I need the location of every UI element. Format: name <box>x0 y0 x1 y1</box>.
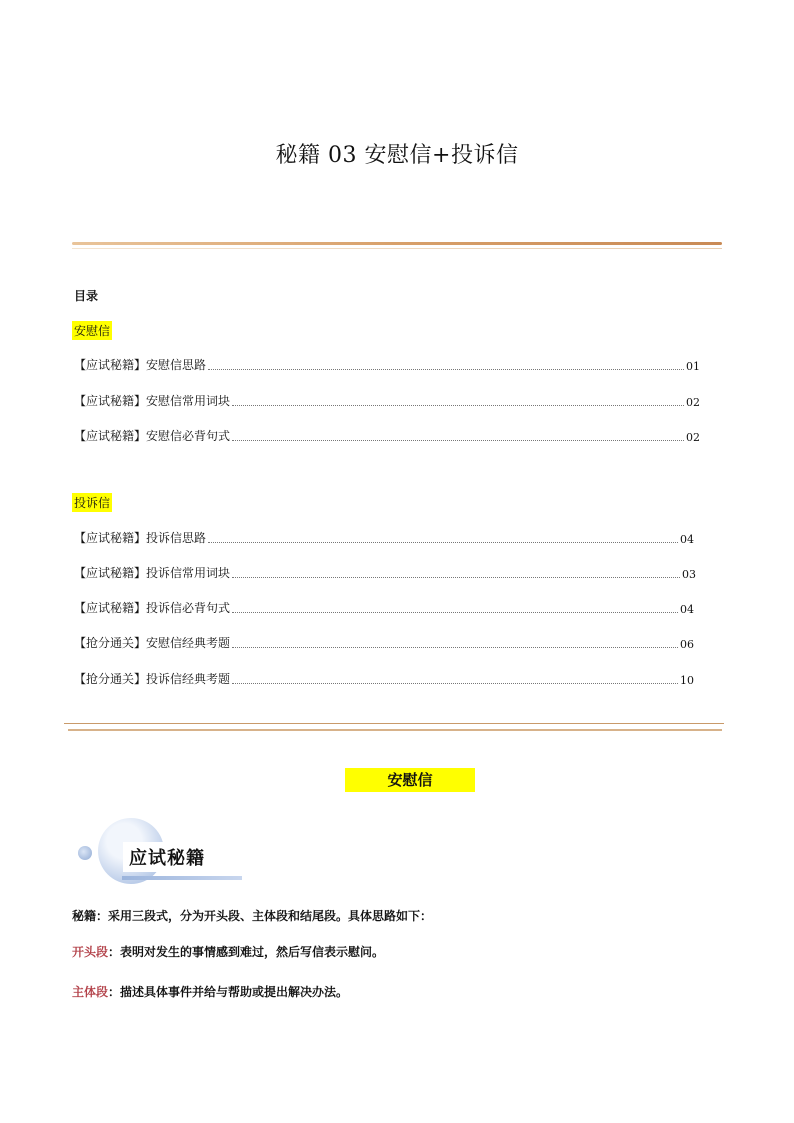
toc-row-page: 10 <box>680 674 694 687</box>
top-divider-shadow <box>72 248 722 249</box>
toc-row-label: 【应试秘籍】投诉信思路 <box>74 531 207 545</box>
toc-row-label: 【应试秘籍】安慰信必背句式 <box>74 429 231 443</box>
toc-row[interactable] <box>74 393 700 409</box>
top-divider <box>72 242 722 245</box>
toc-row-page: 02 <box>686 431 700 444</box>
toc-leader-dots <box>208 542 678 543</box>
toc-section-comfort: 安慰信 <box>72 321 112 340</box>
toc-row-page: 06 <box>680 638 694 651</box>
toc-leader-dots <box>232 612 678 613</box>
toc-leader-dots <box>208 369 684 370</box>
toc-row-label: 【应试秘籍】安慰信思路 <box>74 358 207 372</box>
toc-leader-dots <box>232 647 678 648</box>
badge-label: 应试秘籍 <box>129 848 205 869</box>
intro-paragraph: 秘籍：采用三段式，分为开头段、主体段和结尾段。具体思路如下： <box>72 909 433 923</box>
opening-text: ：表明对发生的事情感到难过，然后写信表示慰问。 <box>108 945 385 959</box>
toc-row-page: 04 <box>680 603 694 616</box>
toc-leader-dots <box>232 440 684 441</box>
toc-leader-dots <box>232 683 678 684</box>
toc-row-page: 04 <box>680 533 694 546</box>
toc-row-label: 【抢分通关】安慰信经典考题 <box>74 636 231 650</box>
body-text: ：描述具体事件并给与帮助或提出解决办法。 <box>108 985 349 999</box>
mid-divider-secondary <box>68 729 722 731</box>
toc-row[interactable] <box>74 357 700 373</box>
toc-row[interactable] <box>74 428 700 444</box>
toc-row-label: 【应试秘籍】投诉信常用词块 <box>74 566 231 580</box>
toc-row-label: 【抢分通关】投诉信经典考题 <box>74 672 231 686</box>
toc-row-page: 03 <box>682 568 696 581</box>
opening-paragraph <box>72 943 384 960</box>
toc-leader-dots <box>232 577 680 578</box>
badge-underline-decoration <box>122 876 242 880</box>
body-paragraph <box>72 983 348 1000</box>
page-title: 秘籍 03 安慰信+投诉信 <box>275 143 519 168</box>
toc-row[interactable] <box>74 530 694 546</box>
badge-dot-decoration <box>78 846 92 860</box>
toc-row-page: 01 <box>686 360 700 373</box>
section-banner: 安慰信 <box>345 768 475 792</box>
section-badge <box>78 818 248 888</box>
toc-section-complaint: 投诉信 <box>72 493 112 512</box>
opening-lead: 开头段 <box>72 945 109 959</box>
toc-row-label: 【应试秘籍】投诉信必背句式 <box>74 601 231 615</box>
toc-row-page: 02 <box>686 396 700 409</box>
toc-leader-dots <box>232 405 684 406</box>
toc-row[interactable] <box>74 635 694 651</box>
mid-divider <box>64 723 724 724</box>
toc-row-label: 【应试秘籍】安慰信常用词块 <box>74 394 231 408</box>
toc-heading: 目录 <box>74 289 99 303</box>
body-lead: 主体段 <box>72 985 109 999</box>
toc-row[interactable] <box>74 600 694 616</box>
toc-row[interactable] <box>74 565 696 581</box>
toc-row[interactable] <box>74 671 694 687</box>
